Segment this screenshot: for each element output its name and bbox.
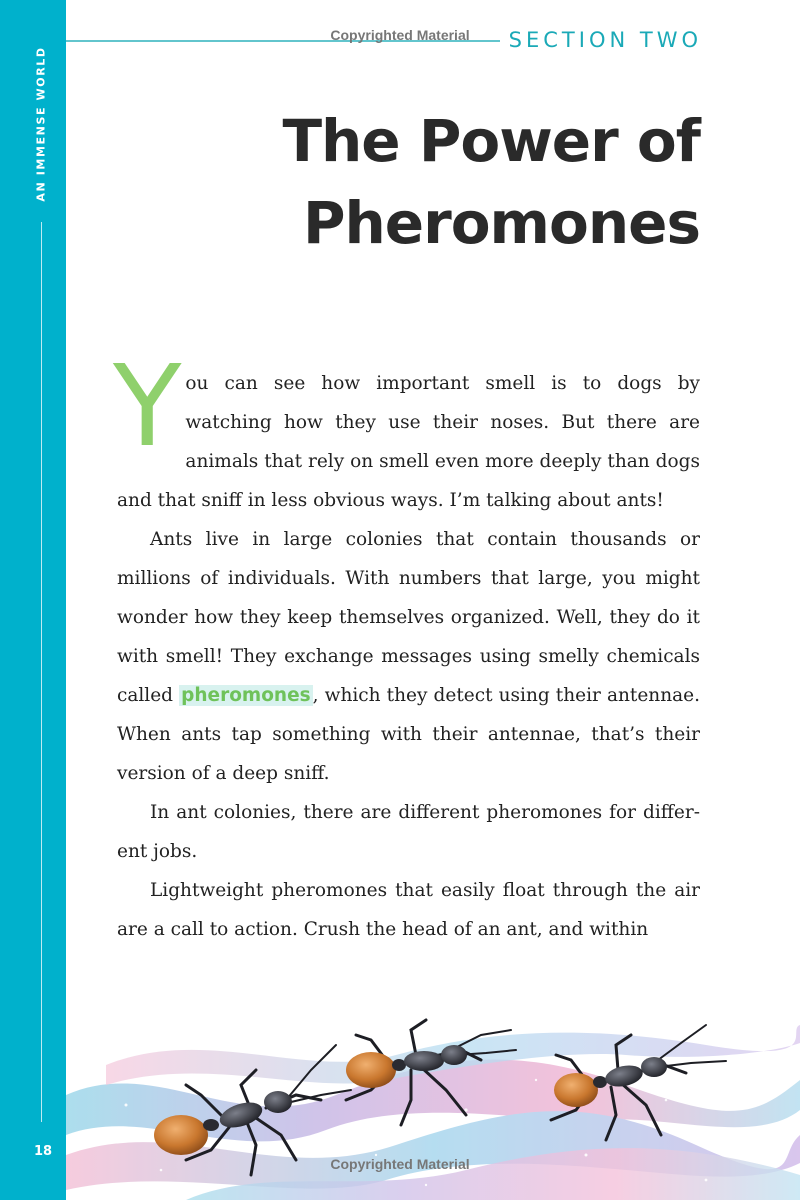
drop-cap: Y: [113, 342, 182, 472]
paragraph-4: Lightweight pheromones that easily float through the air are a call to action. Crush the head of an ant, and within: [117, 880, 700, 940]
paragraph-1-text: ou can see how important smell is to dogs by watching how they use their noses. But there are animals that rely on smell even more deeply than dogs and that sniff in less obvious ways. I’m talking about ants!: [117, 373, 700, 511]
page-number: 18: [34, 1144, 53, 1159]
sidebar-rule: [41, 222, 42, 1122]
watermark-bottom: Copyrighted Material: [330, 1156, 470, 1172]
paragraph-3: In ant colonies, there are different pheromones for different jobs.: [117, 802, 700, 862]
paragraph-1: [113, 342, 700, 520]
title-line-1: The Power of: [282, 107, 700, 175]
sidebar-band: [0, 0, 66, 1200]
title-line-2: Pheromones: [302, 189, 700, 257]
pheromone-trails: [66, 1025, 800, 1200]
page-title: [282, 100, 700, 264]
keyword-pheromones: pheromones: [181, 685, 311, 706]
paragraph-2: [117, 520, 700, 793]
watermark-top: Copyrighted Material: [330, 27, 470, 43]
section-label: SECTION TWO: [508, 28, 702, 52]
book-title: AN IMMENSE WORLD: [34, 46, 48, 202]
paragraph-2-before: Ants live in large colonies that contain thousands or millions of individuals. With numbers that large, you might wonder how they keep themselves organized. Well, they do it with smell! They exchange messages using smelly chemicals called: [117, 529, 700, 706]
paragraph-2-after: , which they detect using their antennae. When ants tap something with their antennae, that’s their version of a deep sniff.: [117, 685, 700, 784]
body-text: [113, 342, 700, 949]
